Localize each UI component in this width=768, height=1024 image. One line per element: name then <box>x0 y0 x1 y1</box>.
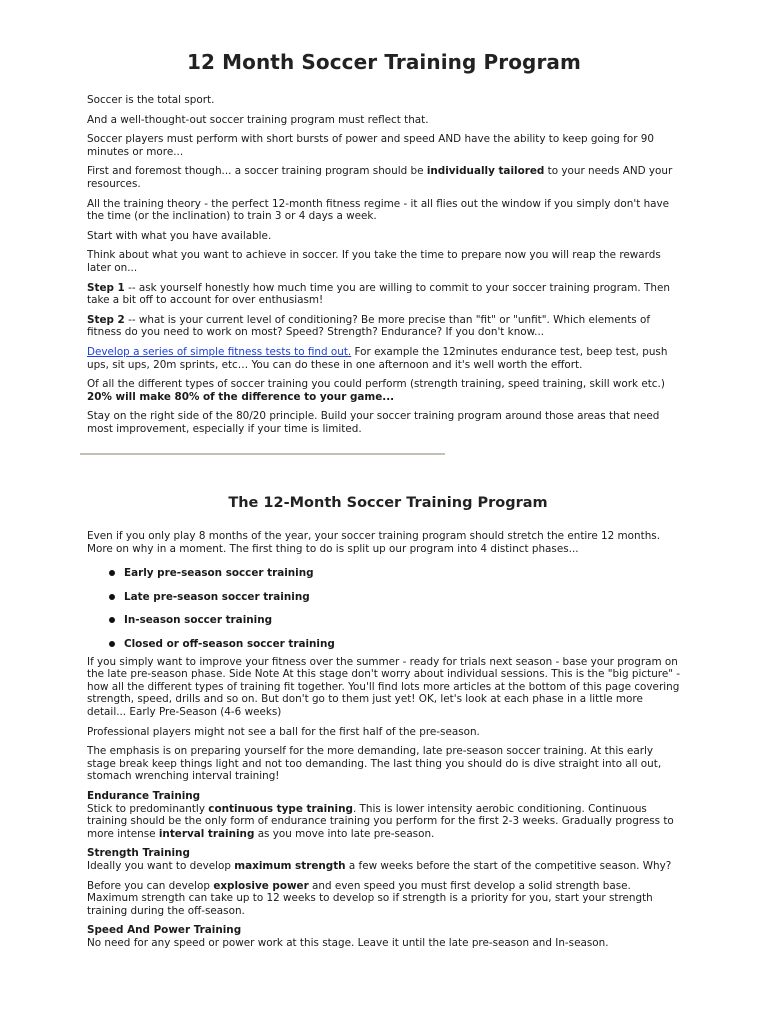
text-run: -- ask yourself honestly how much time you are willing to commit to your soccer training program. Then take a bit off to account for over enthusiasm! <box>87 281 670 307</box>
bold-text: continuous type training <box>208 802 353 815</box>
step-label: Step 2 <box>87 313 125 326</box>
program-paragraph: The emphasis is on preparing yourself for the more demanding, late pre-season soccer training. At this early stage break keep things light and not too demanding. The last thing you should do is dive straight into all out, stomach wrenching interval training! <box>87 745 662 783</box>
text-run: a few weeks before the start of the competitive season. Why? <box>345 860 672 872</box>
bullet-icon <box>109 617 115 623</box>
list-item <box>87 567 683 591</box>
intro-section <box>87 94 683 442</box>
section-heading: The 12-Month Soccer Training Program <box>228 495 548 511</box>
text-run: -- what is your current level of conditioning? Be more precise than "fit" or "unfit". Which elements of fitness do you need to work on most? Speed? Strength? Endurance? If you don't know... <box>87 313 651 339</box>
pareto-paragraph <box>87 378 683 403</box>
step-1-paragraph <box>87 282 683 307</box>
intro-paragraph <box>87 165 683 190</box>
intro-paragraph: And a well-thought-out soccer training program must reflect that. <box>87 113 429 126</box>
bold-text: interval training <box>158 827 255 840</box>
program-paragraph: Even if you only play 8 months of the year, your soccer training program should stretch the entire 12 months. More on why in a moment. The first thing to do is split up our program into 4 distinct phases... <box>87 530 661 555</box>
speed-section <box>87 924 683 949</box>
intro-paragraph: Stay on the right side of the 80/20 principle. Build your soccer training program around those areas that need most improvement, especially if your time is limited. <box>87 410 660 435</box>
endurance-section <box>87 790 683 840</box>
text-run: . This is lower intensity aerobic conditioning. Continuous training should be the only form of endurance training you perform for the first 2-3 weeks. Gradually progress to more intense <box>87 802 674 840</box>
intro-paragraph: Soccer players must perform with short bursts of power and speed AND have the ability to keep going for 90 minutes or more... <box>87 133 654 158</box>
list-item <box>87 614 683 638</box>
page-title: 12 Month Soccer Training Program <box>187 50 581 74</box>
phase-label: In-season soccer training <box>124 614 273 627</box>
list-item <box>87 638 683 656</box>
text-run: For example the 12minutes endurance test, beep test, push ups, sit ups, 20m sprints, etc… You can do these in one afternoon and it's well worth the effort. <box>87 345 668 371</box>
intro-paragraph: Think about what you want to achieve in soccer. If you take the time to prepare now you will reap the rewards later on... <box>87 249 661 274</box>
text-run: No need for any speed or power work at this stage. Leave it until the late pre-season and In-season. <box>87 936 609 949</box>
text-run: Of all the different types of soccer training you could perform (strength training, speed training, skill work etc.) <box>87 378 665 391</box>
phase-label: Early pre-season soccer training <box>124 567 314 580</box>
phase-label: Closed or off-season soccer training <box>124 637 335 650</box>
text-run: Stick to predominantly <box>87 802 209 815</box>
subheading: Endurance Training <box>87 790 201 803</box>
subheading: Strength Training <box>87 847 190 860</box>
intro-paragraph: All the training theory - the perfect 12-month fitness regime - it all flies out the window if you simply don't have the time (or the inclination) to train 3 or 4 days a week. <box>87 197 670 223</box>
bullet-icon <box>109 594 115 600</box>
explosive-paragraph <box>87 880 683 918</box>
bullet-icon <box>109 641 115 647</box>
phase-label: Late pre-season soccer training <box>124 590 310 603</box>
text-run: Ideally you want to develop <box>87 860 235 872</box>
section-divider <box>80 453 445 455</box>
fitness-tests-paragraph <box>87 346 683 371</box>
text-run: to your needs AND your resources. <box>87 165 673 190</box>
phases-list <box>87 567 683 656</box>
bold-text: explosive power <box>213 879 309 892</box>
bold-text: maximum strength <box>234 860 346 872</box>
bullet-icon <box>109 570 115 576</box>
subheading: Speed And Power Training <box>87 924 242 937</box>
intro-paragraph: Soccer is the total sport. <box>87 94 215 106</box>
step-2-paragraph <box>87 314 683 339</box>
text-run: as you move into late pre-season. <box>254 827 435 840</box>
bold-text: individually tailored <box>426 165 545 178</box>
list-item <box>87 591 683 615</box>
strength-section <box>87 847 683 872</box>
text-run: First and foremost though... a soccer training program should be <box>87 165 427 178</box>
program-section <box>87 530 683 957</box>
fitness-tests-link[interactable]: Develop a series of simple fitness tests to find out. <box>87 345 352 358</box>
text-run: Before you can develop <box>87 879 214 892</box>
intro-paragraph: Start with what you have available. <box>87 229 272 242</box>
bold-text: 20% will make 80% of the difference to your game... <box>87 390 395 403</box>
text-run: and even speed you must first develop a solid strength base. Maximum strength can take up to 12 weeks to develop so if strength is a priority for you, start your strength training during the off-season. <box>87 879 653 917</box>
program-paragraph: If you simply want to improve your fitness over the summer - ready for trials next season - base your program on the late pre-season phase. Side Note At this stage don't worry about individual sessions. This is the "big picture" - how all the different types of training fit together. You'll find lots more articles at the bottom of this page covering strength, speed, drills and so on. But don't go to them just yet! OK, let's look at each phase in a little more detail... Early Pre-Season (4-6 weeks) <box>87 655 681 719</box>
program-paragraph: Professional players might not see a ball for the first half of the pre-season. <box>87 725 480 738</box>
step-label: Step 1 <box>87 281 125 294</box>
